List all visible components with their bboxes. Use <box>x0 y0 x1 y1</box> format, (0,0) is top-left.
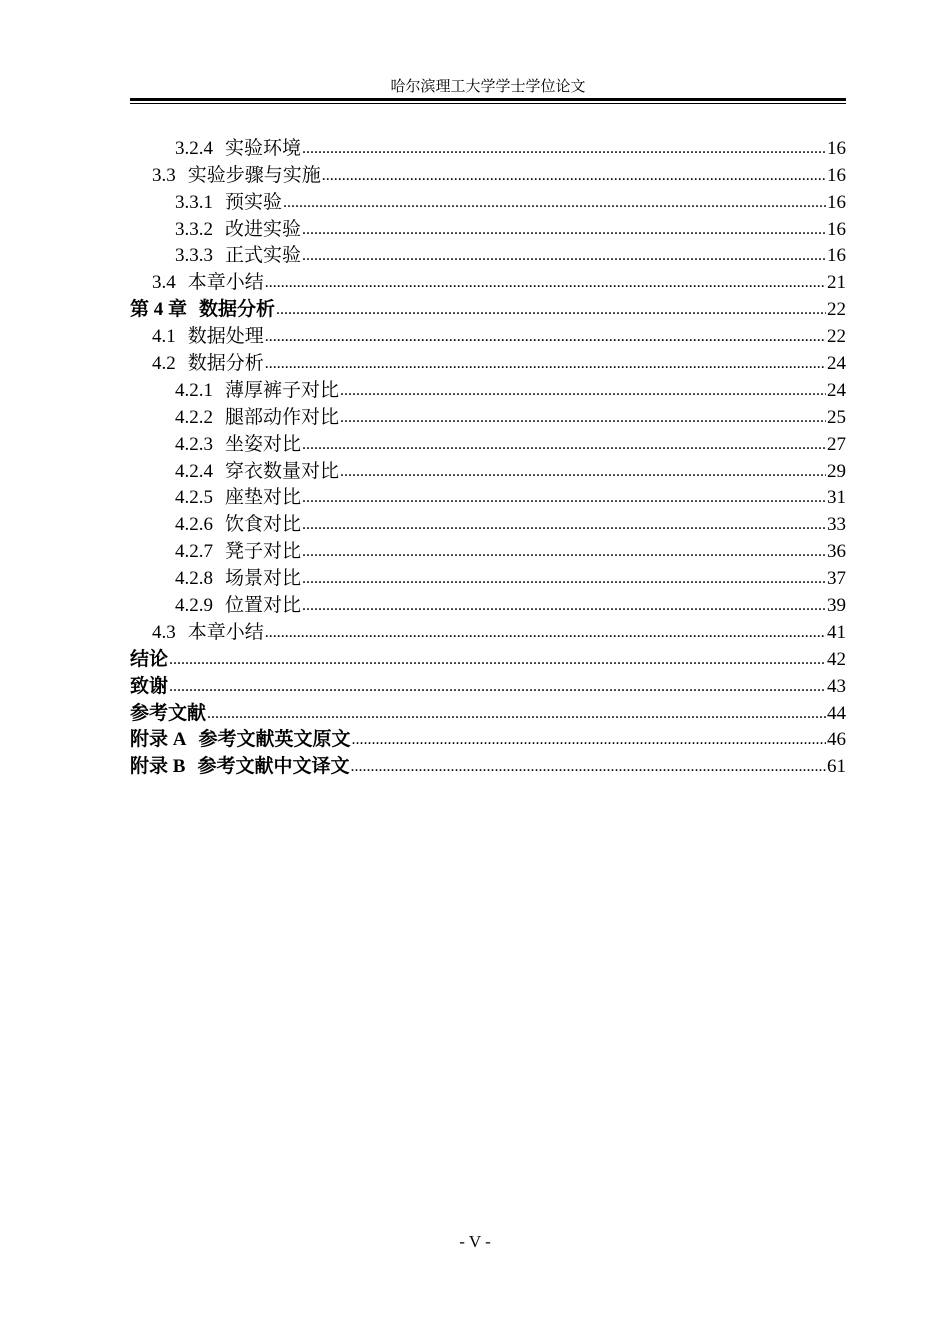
toc-entry[interactable] <box>130 160 846 187</box>
toc-entry-page: 31 <box>827 487 846 509</box>
toc-entry-page: 22 <box>827 299 846 321</box>
toc-entry-title: 场景对比 <box>225 568 302 590</box>
toc-entry-number: 4.2.4 <box>175 460 213 482</box>
toc-entry[interactable] <box>130 214 846 241</box>
toc-dot-leader <box>302 433 826 456</box>
toc-entry-page: 41 <box>827 621 846 643</box>
toc-entry-title: 致谢 <box>130 675 169 697</box>
toc-entry-page: 39 <box>827 595 846 617</box>
toc-entry[interactable] <box>130 590 846 617</box>
toc-entry[interactable] <box>130 725 846 752</box>
toc-entry-number: 4.2.1 <box>175 379 213 401</box>
toc-entry[interactable] <box>130 241 846 268</box>
toc-entry-number: 第 4 章 <box>130 299 188 321</box>
toc-entry-number: 4.2.5 <box>175 487 213 509</box>
toc-dot-leader <box>302 513 826 536</box>
header-rule-thin <box>130 103 846 104</box>
toc-entry-title: 坐姿对比 <box>225 433 302 455</box>
toc-entry[interactable] <box>130 348 846 375</box>
toc-dot-leader <box>302 594 826 617</box>
toc-entry-page: 42 <box>827 648 846 670</box>
page-number: - V - <box>459 1232 491 1251</box>
toc-entry-number: 3.3.2 <box>175 218 213 240</box>
toc-entry-title: 座垫对比 <box>225 487 302 509</box>
toc-entry-title: 数据分析 <box>187 353 264 375</box>
toc-entry-number: 附录 A <box>130 729 187 751</box>
toc-entry[interactable] <box>130 375 846 402</box>
toc-entry-number: 4.2.8 <box>175 568 213 590</box>
toc-entry-page: 36 <box>827 541 846 563</box>
toc-entry-page: 16 <box>827 245 846 267</box>
toc-entry-page: 27 <box>827 433 846 455</box>
toc-entry[interactable] <box>130 456 846 483</box>
running-header: 哈尔滨理工大学学士学位论文 <box>390 79 586 95</box>
toc-entry-number: 4.2.6 <box>175 514 213 536</box>
toc-entry[interactable] <box>130 483 846 510</box>
toc-dot-leader <box>350 755 826 778</box>
toc-entry-number: 3.3.3 <box>175 245 213 267</box>
toc-entry[interactable] <box>130 267 846 294</box>
toc-entry-title: 正式实验 <box>225 245 302 267</box>
toc-entry-number: 4.2.3 <box>175 433 213 455</box>
toc-dot-leader <box>340 379 826 402</box>
toc-entry-page: 22 <box>827 326 846 348</box>
toc-entry-page: 21 <box>827 272 846 294</box>
toc-dot-leader <box>265 621 826 644</box>
toc-entry-page: 61 <box>827 756 846 778</box>
toc-entry-title: 改进实验 <box>225 218 302 240</box>
toc-dot-leader <box>340 406 826 429</box>
toc-entry-title: 位置对比 <box>225 595 302 617</box>
toc-entry[interactable] <box>130 429 846 456</box>
toc-entry-title: 本章小结 <box>187 621 264 643</box>
toc-entry-title: 凳子对比 <box>225 541 302 563</box>
toc-dot-leader <box>265 352 826 375</box>
toc-entry[interactable] <box>130 133 846 160</box>
toc-entry-title: 本章小结 <box>187 272 264 294</box>
toc-dot-leader <box>265 271 826 294</box>
toc-entry-title: 数据处理 <box>187 326 264 348</box>
toc-entry-number: 3.4 <box>152 272 176 294</box>
toc-dot-leader <box>283 191 826 214</box>
toc-entry-page: 33 <box>827 514 846 536</box>
toc-entry-number: 3.3 <box>152 164 176 186</box>
toc-entry-page: 16 <box>827 218 846 240</box>
toc-entry[interactable] <box>130 644 846 671</box>
toc-entry-title: 穿衣数量对比 <box>225 460 340 482</box>
toc-dot-leader <box>207 702 826 725</box>
toc-dot-leader <box>340 460 826 483</box>
toc-entry-number: 4.1 <box>152 326 176 348</box>
toc-entry-page: 29 <box>827 460 846 482</box>
toc-entry-page: 24 <box>827 353 846 375</box>
toc-dot-leader <box>302 567 826 590</box>
toc-entry-title: 腿部动作对比 <box>225 406 340 428</box>
toc-dot-leader <box>265 325 826 348</box>
toc-entry-page: 43 <box>827 675 846 697</box>
toc-entry[interactable] <box>130 536 846 563</box>
toc-entry-title: 参考文献 <box>130 702 207 724</box>
toc-entry-number: 4.2.2 <box>175 406 213 428</box>
toc-entry-number: 附录 B <box>130 756 186 778</box>
toc-entry[interactable] <box>130 617 846 644</box>
toc-entry-title: 实验步骤与实施 <box>187 164 321 186</box>
toc-entry-title: 参考文献英文原文 <box>198 729 351 751</box>
toc-dot-leader <box>352 728 827 751</box>
toc-entry-page: 37 <box>827 568 846 590</box>
toc-entry[interactable] <box>130 321 846 348</box>
toc-entry[interactable] <box>130 698 846 725</box>
toc-dot-leader <box>169 648 826 671</box>
toc-dot-leader <box>302 540 826 563</box>
toc-entry[interactable] <box>130 402 846 429</box>
toc-entry-number: 4.3 <box>152 621 176 643</box>
toc-dot-leader <box>276 298 826 321</box>
toc-entry-number: 3.2.4 <box>175 137 213 159</box>
toc-dot-leader <box>302 218 826 241</box>
toc-entry-title: 结论 <box>130 648 169 670</box>
toc-entry-title: 数据分析 <box>199 299 276 321</box>
toc-entry-number: 4.2.7 <box>175 541 213 563</box>
toc-entry-page: 25 <box>827 406 846 428</box>
toc-entry-title: 参考文献中文译文 <box>197 756 350 778</box>
toc-entry-title: 饮食对比 <box>225 514 302 536</box>
toc-entry[interactable] <box>130 187 846 214</box>
toc-entry[interactable] <box>130 509 846 536</box>
toc-entry-page: 16 <box>827 164 846 186</box>
toc-entry[interactable] <box>130 563 846 590</box>
toc-entry[interactable] <box>130 294 846 321</box>
toc-entry-number: 4.2.9 <box>175 595 213 617</box>
toc-entry-title: 实验环境 <box>225 137 302 159</box>
toc-dot-leader <box>302 244 826 267</box>
toc-dot-leader <box>302 137 826 160</box>
toc-entry-page: 16 <box>827 191 846 213</box>
toc-entry-page: 46 <box>827 729 846 751</box>
toc-entry-page: 16 <box>827 137 846 159</box>
toc-entry-title: 薄厚裤子对比 <box>225 379 340 401</box>
toc-entry-page: 44 <box>827 702 846 724</box>
toc-entry-number: 4.2 <box>152 353 176 375</box>
toc-entry[interactable] <box>130 751 846 778</box>
toc-dot-leader <box>302 486 826 509</box>
toc-dot-leader <box>169 675 826 698</box>
toc-entry-title: 预实验 <box>225 191 283 213</box>
toc-dot-leader <box>322 164 826 187</box>
table-of-contents <box>130 133 846 778</box>
toc-entry[interactable] <box>130 671 846 698</box>
toc-entry-number: 3.3.1 <box>175 191 213 213</box>
toc-entry-page: 24 <box>827 379 846 401</box>
header-rule-thick <box>130 98 846 101</box>
